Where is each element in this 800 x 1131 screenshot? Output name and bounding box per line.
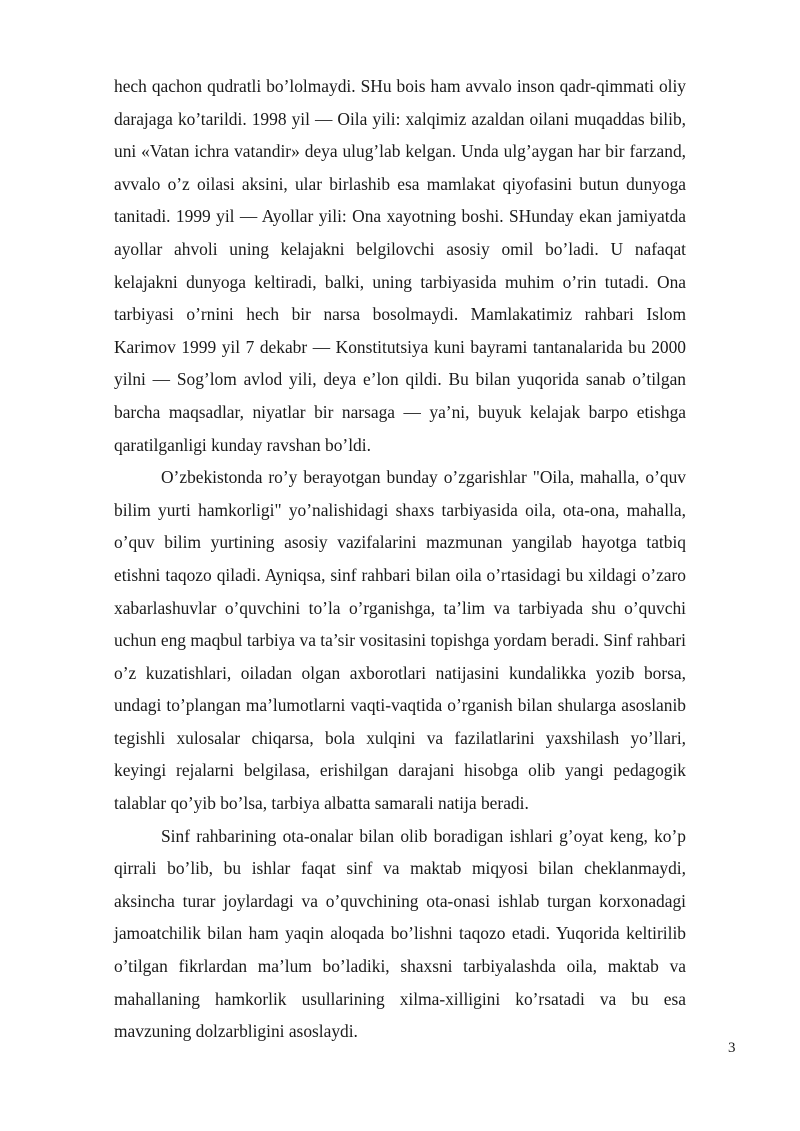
page-number: 3 bbox=[728, 1040, 736, 1056]
document-body bbox=[114, 70, 686, 1048]
paragraph-2: O’zbekistonda ro’y berayotgan bunday o’zgarishlar "Oila, mahalla, o’quv bilim yurti hamkorligi" yo’nalishidagi shaxs tarbiyasida oila, ota-ona, mahalla, o’quv bilim yurtining asosiy vazifalarini mazmunan yangilab hayotga tatbiq etishni taqozo qiladi. Ayniqsa, sinf rahbari bilan oila o’rtasidagi bu xildagi o’zaro xabarlashuvlar o’quvchini to’la o’rganishga, ta’lim va tarbiyada shu o’quvchi uchun eng maqbul tarbiya va ta’sir vositasini topishga yordam beradi. Sinf rahbari o’z kuzatishlari, oiladan olgan axborotlari natijasini kundalikka yozib borsa, undagi to’plangan ma’lumotlarni vaqti-vaqtida o’rganish bilan shularga asoslanib tegishli xulosalar chiqarsa, bola xulqini va fazilatlarini yaxshilash yo’llari, keyingi rejalarni belgilasa, erishilgan darajani hisobga olib yangi pedagogik talablar qo’yib bo’lsa, tarbiya albatta samarali natija beradi. bbox=[114, 467, 686, 814]
paragraph-3: Sinf rahbarining ota-onalar bilan olib boradigan ishlari g’oyat keng, ko’p qirrali bo’lib, bu ishlar faqat sinf va maktab miqyosi bilan cheklanmaydi, aksincha turar joylardagi va o’quvchining ota-onasi ishlab turgan korxonadagi jamoatchilik bilan ham yaqin aloqada bo’lishni taqozo etadi. Yuqorida keltirilib o’tilgan fikrlardan ma’lum bo’ladiki, shaxsni tarbiyalashda oila, maktab va mahallaning hamkorlik usullarining xilma-xilligini ko’rsatadi va bu esa mavzuning dolzarbligini asoslaydi. bbox=[114, 825, 686, 1042]
paragraph-1: hech qachon qudratli bo’lolmaydi. SHu bois ham avvalo inson qadr-qimmati oliy darajaga ko’tarildi. 1998 yil — Oila yili: xalqimiz azaldan oilani muqaddas bilib, uni «Vatan ichra vatandir» deya ulug’lab kelgan. Unda ulg’aygan har bir farzand, avvalo o’z oilasi aksini, ular birlashib esa mamlakat qiyofasini butun dunyoga tanitadi. 1999 yil — Ayollar yili: Ona xayotning boshi. SHunday ekan jamiyatda ayollar ahvoli uning kelajakni belgilovchi asosiy omil bo’ladi. U nafaqat kelajakni dunyoga keltiradi, balki, uning tarbiyasida muhim o’rin tutadi. Ona tarbiyasi o’rnini hech bir narsa bosolmaydi. Mamlakatimiz rahbari Islom Karimov 1999 yil 7 dekabr — Konstitutsiya kuni bayrami tantanalarida bu 2000 yilni — Sog’lom avlod yili, deya e’lon qildi. Bu bilan yuqorida sanab o’tilgan barcha maqsadlar, niyatlar bir narsaga — ya’ni, buyuk kelajak barpo etishga qaratilganligi kunday ravshan bo’ldi. bbox=[114, 76, 686, 455]
